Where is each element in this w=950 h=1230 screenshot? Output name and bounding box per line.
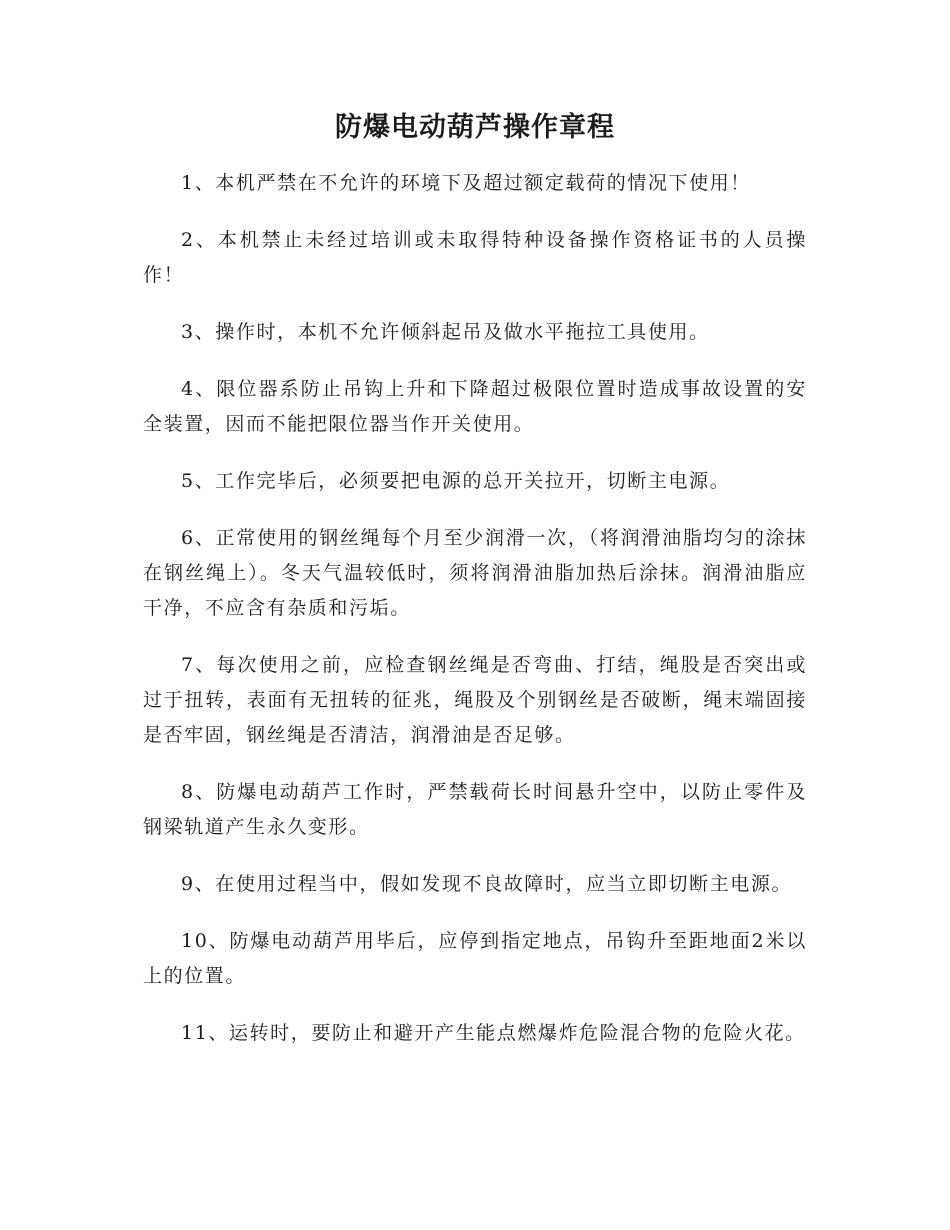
clause-6: 6、正常使用的钢丝绳每个月至少润滑一次，（将润滑油脂均匀的涂抹在钢丝绳上）。冬天气温较低时，须将润滑油脂加热后涂抹。润滑油脂应干净，不应含有杂质和污垢。 — [143, 527, 807, 619]
clause-10: 10、防爆电动葫芦用毕后，应停到指定地点，吊钩升至距地面2米以上的位置。 — [143, 930, 807, 987]
document-title: 防爆电动葫芦操作章程 — [335, 112, 615, 143]
clause-1: 1、本机严禁在不允许的环境下及超过额定载荷的情况下使用！ — [181, 172, 751, 194]
clause-2: 2、本机禁止未经过培训或未取得特种设备操作资格证书的人员操作！ — [143, 229, 807, 286]
clause-3: 3、操作时，本机不允许倾斜起吊及做水平拖拉工具使用。 — [181, 321, 710, 343]
clause-11: 11、运转时，要防止和避开产生能点燃爆炸危险混合物的危险火花。 — [181, 1022, 806, 1044]
clause-9: 9、在使用过程当中，假如发现不良故障时，应当立即切断主电源。 — [181, 873, 793, 895]
clause-7: 7、每次使用之前，应检查钢丝绳是否弯曲、打结，绳股是否突出或过于扭转，表面有无扭转的征兆，绳股及个别钢丝是否破断，绳末端固接是否牢固，钢丝绳是否清洁，润滑油是否足够。 — [143, 654, 807, 746]
clause-8: 8、防爆电动葫芦工作时，严禁载荷长时间悬升空中，以防止零件及钢梁轨道产生永久变形。 — [143, 781, 807, 838]
clause-4: 4、限位器系防止吊钩上升和下降超过极限位置时造成事故设置的安全装置，因而不能把限位器当作开关使用。 — [143, 378, 807, 435]
clause-5: 5、工作完毕后，必须要把电源的总开关拉开，切断主电源。 — [181, 470, 731, 492]
